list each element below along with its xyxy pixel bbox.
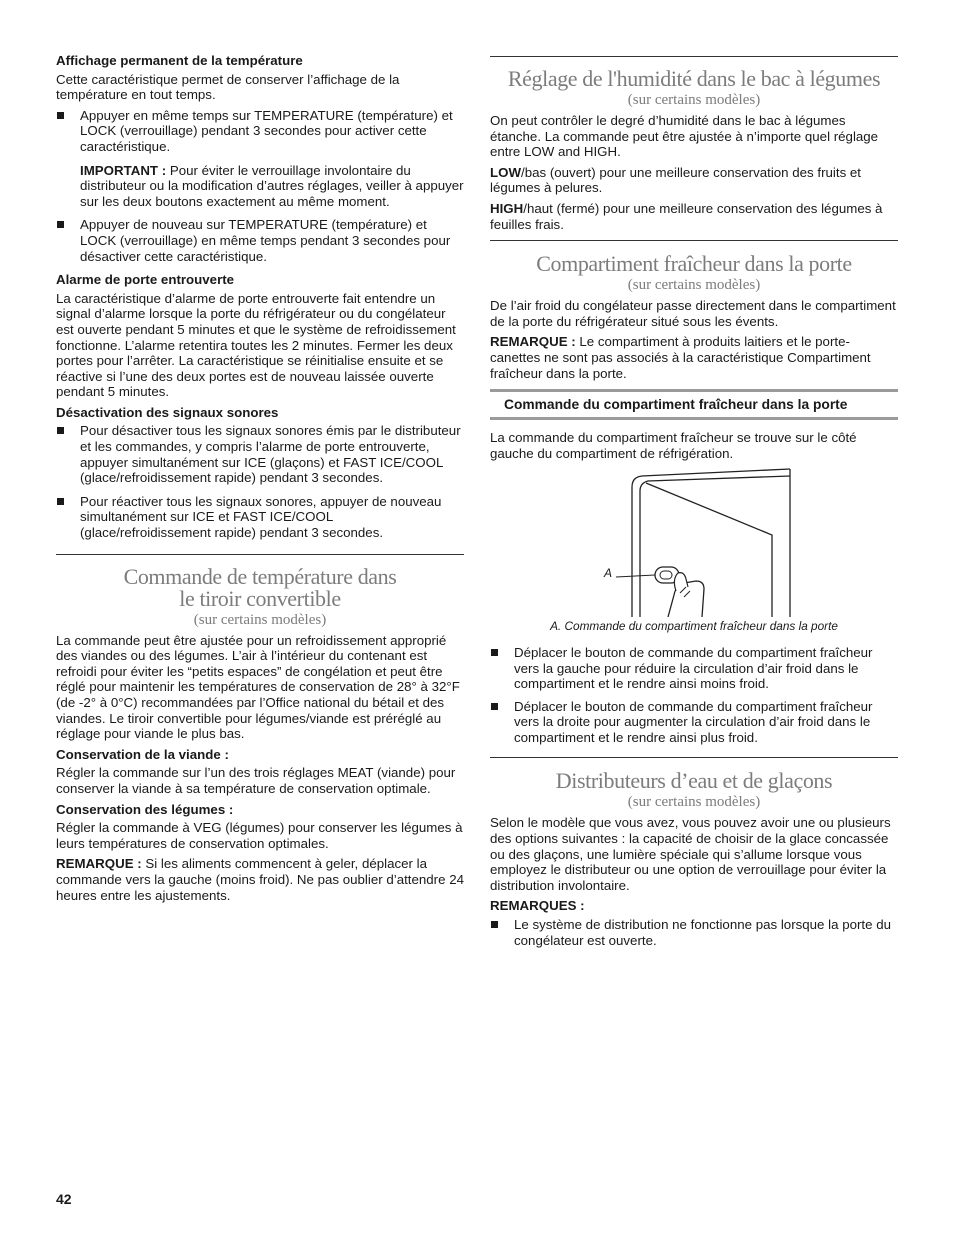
fresh-control-figure (490, 467, 898, 615)
bullet-square-icon (57, 221, 64, 228)
bullet-square-icon (57, 112, 64, 119)
drawer-section-subtitle: (sur certains modèles) (193, 611, 327, 628)
humidity-high: HIGH/haut (fermé) pour une meilleure conservation des légumes à feuilles frais. (490, 200, 883, 232)
humidity-section-title: Réglage de l'humidité dans le bac à légumes (507, 66, 881, 91)
drawer-section-title: Commande de température dans le tiroir convertible (123, 563, 397, 611)
right-column (490, 0, 898, 953)
veg-text: Régler la commande à VEG (légumes) pour conserver les légumes à leurs températures de conservation optimales. (56, 820, 463, 851)
drawer-note: REMARQUE : Si les aliments commencent à geler, déplacer la commande vers la gauche (moins froid). Ne pas oublier d’attendre 24 heures entre les ajustements. (56, 856, 464, 903)
perm-temp-list-2 (56, 217, 464, 264)
fresh-section-subtitle: (sur certains modèles) (627, 277, 761, 294)
door-alarm-heading: Alarme de porte entrouverte (56, 272, 235, 288)
dispensers-notes-heading: REMARQUES : (490, 898, 585, 914)
fresh-control-subhead: Commande du compartiment fraîcheur dans la porte (490, 389, 898, 420)
bullet-square-icon (491, 703, 498, 710)
meat-text: Régler la commande sur l’un des trois réglages MEAT (viande) pour conserver la viande à sa température de conservation optimale. (56, 765, 456, 796)
fresh-control-text: La commande du compartiment fraîcheur se trouve sur le côté gauche du compartiment de réfrigération. (490, 430, 857, 461)
drawer-intro: La commande peut être ajustée pour un refroidissement approprié des viandes ou des légumes. L’air à l’intérieur du contenant est refroidi pour éviter les “petits espaces” de congélation et peut être réglé pour maintenir les températures de conservation de 28° à 32°F (de -2° à 0°C) recommandées par l’Office national du bétail et des viandes. Le tiroir convertible pour légumes/viande est préréglé au réglage pour viande le plus bas. (56, 632, 460, 742)
meat-heading: Conservation de la viande : (56, 746, 229, 762)
list-item: Pour désactiver tous les signaux sonores émis par le distributeur et les commandes, y compris l’alarme de porte entrouverte, appuyer simultanément sur ICE (glaçons) et FAST ICE/COOL (glace/refroidissement rapide) pendant 3 secondes. (56, 423, 464, 485)
figure-caption: A. Commande du compartiment fraîcheur dans la porte (550, 619, 838, 634)
important-note: IMPORTANT : Pour éviter le verrouillage involontaire du distributeur ou la modification d’autres réglages, veiller à appuyer sur les deux boutons exactement au même moment. (80, 162, 464, 209)
left-column (56, 0, 464, 908)
bullet-square-icon (57, 498, 64, 505)
bullet-square-icon (57, 427, 64, 434)
humidity-low: LOW/bas (ouvert) pour une meilleure conservation des fruits et légumes à pelures. (490, 164, 861, 196)
bullet-square-icon (491, 649, 498, 656)
fresh-note: REMARQUE : Le compartiment à produits laitiers et le porte-canettes ne sont pas associés à la caractéristique Compartiment fraîcheur dans la porte. (490, 334, 871, 381)
bullet-square-icon (491, 921, 498, 928)
list-item: Appuyer en même temps sur TEMPERATURE (température) et LOCK (verrouillage) pendant 3 secondes pour activer cette caractéristique. (56, 108, 464, 155)
humidity-section-subtitle: (sur certains modèles) (627, 92, 761, 108)
figure-callout-label: A (604, 566, 613, 581)
list-item: Déplacer le bouton de commande du compartiment fraîcheur vers la droite pour augmenter la circulation d’air froid dans le compartiment et le rendre ainsi plus froid. (490, 699, 898, 746)
list-item: Appuyer de nouveau sur TEMPERATURE (température) et LOCK (verrouillage) en même temps pendant 3 secondes pour désactiver cette caractéristique. (56, 217, 464, 264)
perm-temp-intro: Cette caractéristique permet de conserver l’affichage de la température en tout temps. (56, 71, 400, 103)
refrigerator-door-illustration (490, 467, 898, 617)
sounds-heading: Désactivation des signaux sonores (56, 404, 279, 420)
fresh-control-list (490, 645, 898, 746)
humidity-intro: On peut contrôler le degré d’humidité dans le bac à légumes étanche. La commande peut être ajustée à n’importe quel réglage entre LOW and HIGH. (490, 113, 879, 160)
perm-temp-heading: Affichage permanent de la température (56, 53, 303, 68)
door-alarm-text: La caractéristique d’alarme de porte entrouverte fait entendre un signal d’alarme lorsque la porte du réfrigérateur ou du congélateur est ouverte pendant 5 minutes et que le système de refroidissement fonctionne. L’alarme retentira toutes les 2 minutes. Fermer les deux portes pour l’arrêter. La caractéristique se réinitialise ensuite et se réactive si l’une des deux portes est de nouveau laissée ouverte pendant 5 minutes. (56, 290, 456, 400)
dispensers-section-title: Distributeurs d’eau et de glaçons (555, 768, 833, 794)
dispensers-intro: Selon le modèle que vous avez, vous pouvez avoir une ou plusieurs des options suivantes : la capacité de choisir de la glace concassée ou des glaçons, une lumière spéciale qui s’allume lorsque vous employez le distributeur ou une option de verrouillage pour éviter la distribution involontaire. (490, 815, 891, 893)
list-item: Le système de distribution ne fonctionne pas lorsque la porte du congélateur est ouverte. (490, 917, 898, 948)
dispensers-section-subtitle: (sur certains modèles) (627, 794, 761, 811)
veg-heading: Conservation des légumes : (56, 801, 234, 817)
fresh-section-title: Compartiment fraîcheur dans la porte (536, 251, 852, 277)
fresh-intro: De l’air froid du congélateur passe directement dans le compartiment de la porte du réfrigérateur situé sous les évents. (490, 298, 896, 329)
perm-temp-list (56, 108, 464, 155)
sounds-list (56, 423, 464, 540)
list-item: Pour réactiver tous les signaux sonores, appuyer de nouveau simultanément sur ICE et FAST ICE/COOL (glace/refroidissement rapide) pendant 3 secondes. (56, 494, 464, 541)
dispensers-list (490, 917, 898, 948)
page-number: 42 (56, 1191, 72, 1207)
list-item: Déplacer le bouton de commande du compartiment fraîcheur vers la gauche pour réduire la circulation d’air froid dans le compartiment et le rendre ainsi moins froid. (490, 645, 898, 692)
